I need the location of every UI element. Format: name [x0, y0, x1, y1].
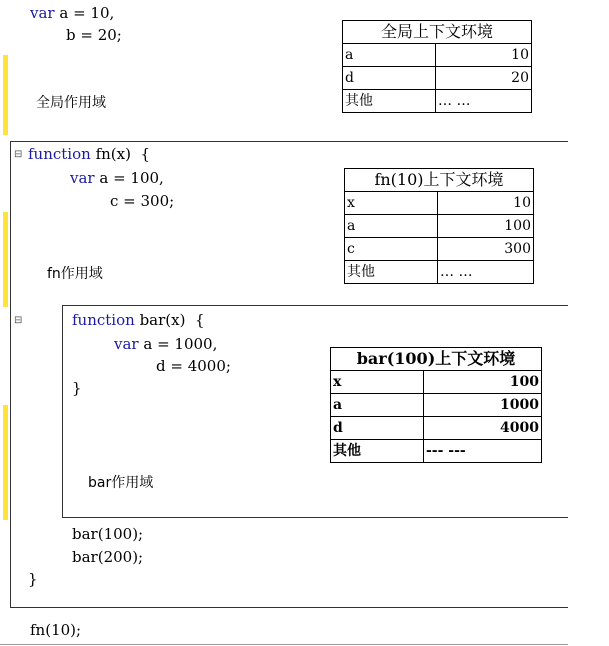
table-row: a 1000 — [331, 394, 542, 417]
global-context-title: 全局上下文环境 — [343, 21, 532, 44]
table-row: a 10 — [343, 44, 532, 67]
code-text: a = 10, — [54, 4, 115, 22]
code-line-bar-close: } — [72, 379, 82, 397]
table-row: c 300 — [345, 238, 534, 261]
table-row: 其他 --- --- — [331, 440, 542, 463]
code-text: fn(x) { — [90, 145, 151, 163]
table-row: d 4000 — [331, 417, 542, 440]
code-line-b: b = 20; — [66, 26, 122, 44]
table-row: 其他 … … — [343, 90, 532, 113]
table-row: 其他 … … — [345, 261, 534, 284]
table-row: d 20 — [343, 67, 532, 90]
code-line-fn-var-a — [70, 167, 164, 190]
code-line-bar-var-a — [114, 333, 217, 356]
keyword-var: var — [70, 169, 95, 187]
keyword-function: function — [28, 145, 91, 163]
table-row: x 10 — [345, 192, 534, 215]
bar-scope-left-border — [62, 305, 63, 518]
fold-toggle-fn[interactable]: ⊟ — [14, 149, 23, 160]
code-text: bar(x) { — [134, 311, 205, 329]
code-line-call-fn10: fn(10); — [30, 621, 82, 639]
fn-scope-label: fn作用域 — [47, 266, 103, 282]
code-text: a = 100, — [94, 169, 164, 187]
keyword-var: var — [114, 335, 139, 353]
fold-toggle-bar[interactable]: ⊟ — [14, 315, 23, 326]
bar-scope-label: bar作用域 — [88, 475, 154, 491]
keyword-function: function — [72, 311, 135, 329]
code-line-fn-close: } — [28, 570, 38, 588]
code-text: a = 1000, — [138, 335, 218, 353]
bottom-divider — [0, 644, 568, 645]
code-line-var-a — [30, 2, 114, 25]
table-row: a 100 — [345, 215, 534, 238]
table-row: x 100 — [331, 371, 542, 394]
gutter-highlight-bar — [3, 405, 8, 520]
fn-scope-bottom-border — [10, 607, 568, 608]
global-context-table — [342, 20, 532, 113]
code-line-function-fn — [28, 143, 150, 166]
bar-context-table — [330, 347, 542, 463]
bar-context-title: bar(100)上下文环境 — [331, 348, 542, 371]
global-scope-label: 全局作用域 — [36, 95, 106, 111]
bar-scope-top-border — [62, 305, 568, 306]
gutter-highlight-global — [3, 55, 8, 135]
fn-context-table — [344, 168, 534, 284]
fn-scope-left-border — [10, 141, 11, 608]
code-line-fn-c: c = 300; — [110, 192, 175, 210]
fn-context-title: fn(10)上下文环境 — [345, 169, 534, 192]
gutter-highlight-fn — [3, 212, 8, 307]
code-line-call-bar200: bar(200); — [72, 548, 144, 566]
fn-scope-top-border — [10, 141, 568, 142]
code-line-bar-d: d = 4000; — [156, 357, 231, 375]
keyword-var: var — [30, 4, 55, 22]
code-line-call-bar100: bar(100); — [72, 525, 144, 543]
code-line-function-bar — [72, 309, 205, 332]
bar-scope-bottom-border — [62, 517, 568, 518]
